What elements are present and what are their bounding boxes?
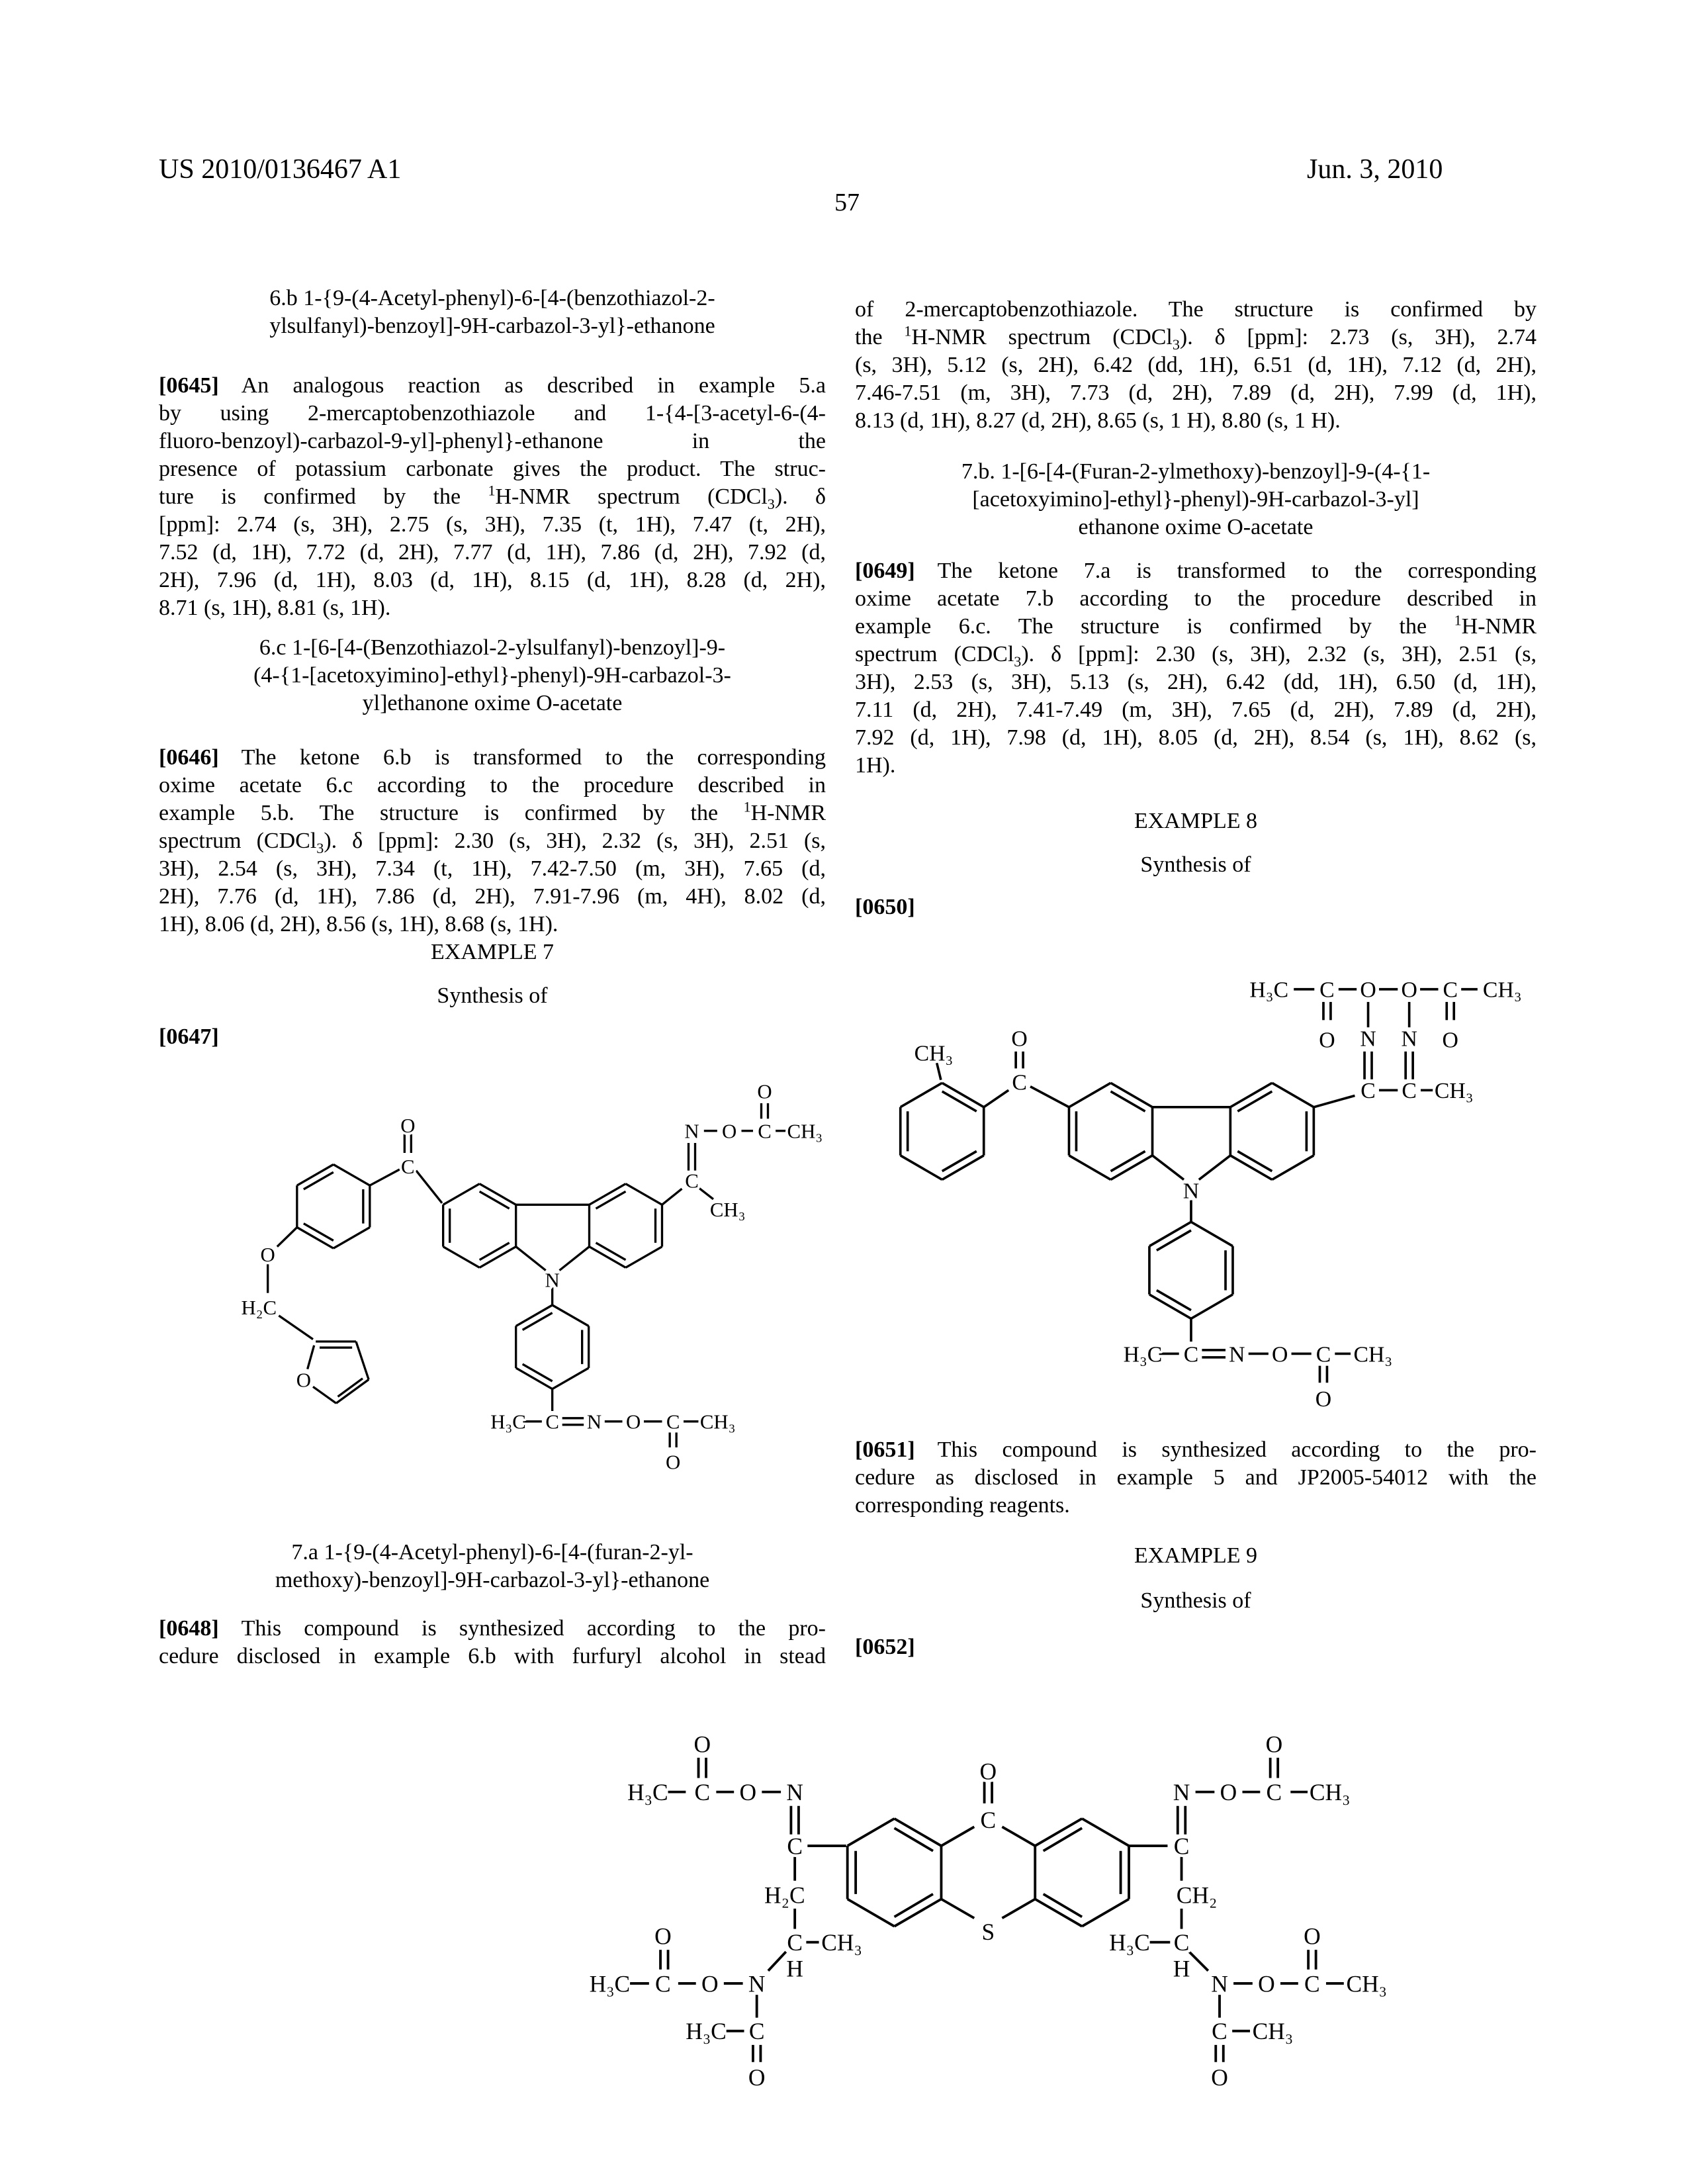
atom-label: CH₃ bbox=[1353, 1342, 1393, 1367]
bond-line bbox=[370, 1169, 400, 1185]
text-line: [0646] The ketone 6.b is transformed to the corresponding bbox=[159, 745, 826, 770]
atom-label: C bbox=[685, 1169, 699, 1193]
atom-label: H₃C bbox=[1249, 978, 1289, 1003]
text-line: 3H), 2.54 (s, 3H), 7.34 (t, 1H), 7.42-7.50 (m, 3H), 7.65 (d, bbox=[159, 856, 826, 881]
bond-line bbox=[1191, 1295, 1233, 1319]
bond-line bbox=[1199, 1156, 1230, 1180]
atom-label: O bbox=[666, 1451, 681, 1474]
bond-line bbox=[1111, 1091, 1145, 1111]
text-line: spectrum (CDCl$_3$). δ [ppm]: 2.30 (s, 3H), 2.32 (s, 3H), 2.51 (s, bbox=[855, 642, 1537, 670]
atom-label: O bbox=[400, 1115, 416, 1138]
atom-label: H bbox=[1173, 1955, 1190, 1982]
bond-line bbox=[523, 1313, 553, 1330]
text-line: ylsulfanyl)-benzoyl]-9H-carbazol-3-yl}-ethanone bbox=[269, 314, 715, 338]
bond-line bbox=[1157, 1291, 1191, 1310]
atom-label: O bbox=[1315, 1387, 1332, 1412]
atom-label: O bbox=[654, 1923, 672, 1950]
text-line: presence of potassium carbonate gives the product. The struc- bbox=[159, 457, 826, 481]
text-line: 7.46-7.51 (m, 3H), 7.73 (d, 2H), 7.89 (d, 2H), 7.99 (d, 1H), bbox=[855, 381, 1537, 405]
text-line: ture is confirmed by the $^1$H-NMR spectrum (CDCl$_3$). δ bbox=[159, 482, 826, 512]
text-line: yl]ethanone oxime O-acetate bbox=[362, 691, 623, 715]
text-line: (4-{1-[acetoxyimino]-ethyl}-phenyl)-9H-carbazol-3- bbox=[253, 663, 731, 688]
bond-line bbox=[277, 1227, 297, 1246]
example-9-title: EXAMPLE 9 bbox=[1134, 1543, 1258, 1568]
atom-label: O bbox=[739, 1779, 757, 1806]
bond-line bbox=[1191, 1222, 1233, 1246]
atom-label: CH₃ bbox=[821, 1929, 862, 1956]
bond-line bbox=[895, 1894, 933, 1917]
atom-label: C bbox=[1173, 1929, 1190, 1956]
atom-label: C bbox=[980, 1807, 997, 1834]
atom-label: O bbox=[693, 1731, 711, 1758]
text-line: 6.c 1-[6-[4-(Benzothiazol-2-ylsulfanyl)-benzoyl]-9- bbox=[259, 635, 726, 660]
atom-label: CH₃ bbox=[1346, 1970, 1388, 1997]
bond-line bbox=[596, 1243, 625, 1260]
bond-line bbox=[1069, 1156, 1110, 1180]
thioxanthone-bis-oxime-acetate-structure bbox=[586, 1711, 1416, 2091]
paragraph-tag-0650: [0650] bbox=[855, 895, 915, 919]
atom-label: C bbox=[758, 1120, 772, 1143]
bond-line bbox=[553, 1305, 589, 1326]
text-line: fluoro-benzoyl)-carbazol-9-yl]-phenyl}-ethanone in the bbox=[159, 429, 826, 453]
text-line: spectrum (CDCl$_3$). δ [ppm]: 2.30 (s, 3H), 2.32 (s, 3H), 2.51 (s, bbox=[159, 829, 826, 856]
bond-line bbox=[941, 1827, 974, 1846]
atom-label: N bbox=[1182, 1179, 1200, 1204]
bond-line bbox=[416, 1171, 442, 1203]
bond-line bbox=[553, 1368, 589, 1389]
bond-line bbox=[901, 1156, 942, 1180]
bond-line bbox=[516, 1247, 546, 1271]
atom-label: C bbox=[1315, 1342, 1331, 1367]
text-line: 7.92 (d, 1H), 7.98 (d, 1H), 8.05 (d, 2H), 8.54 (s, 1H), 8.62 (s, bbox=[855, 725, 1537, 750]
bond-line bbox=[1237, 1091, 1272, 1111]
atom-label: C bbox=[1443, 978, 1458, 1003]
atom-label: H₂C bbox=[241, 1297, 277, 1320]
text-line: [0648] This compound is synthesized according to the pro- bbox=[159, 1616, 826, 1641]
paragraph-0645 bbox=[159, 372, 826, 622]
atom-label: N bbox=[1229, 1342, 1245, 1367]
atom-label: H₃C bbox=[627, 1779, 668, 1806]
carbazole-furanylmethoxy-benzoyl-oxime-acetate-structure bbox=[171, 1060, 832, 1485]
bond-line bbox=[523, 1364, 553, 1381]
atom-label: O bbox=[1401, 978, 1417, 1003]
atom-label: O bbox=[1211, 2064, 1228, 2091]
atom-label: H₃C bbox=[1123, 1342, 1163, 1367]
bond-line bbox=[596, 1191, 625, 1208]
text-line: (s, 3H), 5.12 (s, 2H), 6.42 (dd, 1H), 6.51 (d, 1H), 7.12 (d, 2H), bbox=[855, 353, 1537, 377]
text-line: by using 2-mercaptobenzothiazole and 1-{4-[3-acetyl-6-(4- bbox=[159, 401, 826, 426]
atom-label: CH₃ bbox=[914, 1041, 954, 1066]
atom-label: C bbox=[1212, 2018, 1227, 2045]
atom-label: C bbox=[1183, 1342, 1199, 1367]
atom-label: C bbox=[694, 1779, 711, 1806]
bond-line bbox=[1002, 1899, 1035, 1919]
atom-label: H₃C bbox=[490, 1410, 526, 1433]
bond-line bbox=[334, 1164, 370, 1185]
chemical-structure-example-9 bbox=[586, 1711, 1416, 2091]
publication-date: Jun. 3, 2010 bbox=[1307, 154, 1443, 185]
example-8-title: EXAMPLE 8 bbox=[1134, 809, 1258, 833]
bond-line bbox=[625, 1184, 662, 1205]
atom-label: C bbox=[1012, 1070, 1027, 1095]
paragraph-0646 bbox=[159, 744, 826, 938]
bond-line bbox=[336, 1379, 369, 1403]
chemical-structure-example-8 bbox=[864, 932, 1595, 1416]
paragraph-0648 bbox=[159, 1615, 826, 1670]
bond-line bbox=[1237, 1151, 1272, 1171]
bond-line bbox=[313, 1387, 336, 1403]
text-line: 8.13 (d, 1H), 8.27 (d, 2H), 8.65 (s, 1 H), 8.80 (s, 1 H). bbox=[855, 408, 1341, 433]
atom-label: C bbox=[1173, 1833, 1190, 1860]
bond-line bbox=[768, 1952, 786, 1971]
bond-line bbox=[625, 1247, 662, 1268]
atom-label: O bbox=[1442, 1028, 1458, 1053]
bond-line bbox=[304, 1172, 334, 1189]
bond-line bbox=[1082, 1899, 1129, 1927]
page-number: 57 bbox=[834, 189, 860, 216]
text-line: ethanone oxime O-acetate bbox=[1078, 515, 1314, 539]
bond-line bbox=[279, 1316, 313, 1340]
text-line: oxime acetate 7.b according to the procedure described in bbox=[855, 586, 1537, 611]
bond-line bbox=[1272, 1083, 1314, 1107]
bond-line bbox=[895, 1828, 933, 1850]
atom-label: O bbox=[1319, 1028, 1335, 1053]
bond-line bbox=[304, 1224, 334, 1241]
atom-label: O bbox=[1258, 1970, 1275, 1997]
bond-line bbox=[1002, 1827, 1035, 1846]
atom-label: N bbox=[545, 1269, 560, 1292]
atom-label: CH₂ bbox=[1176, 1882, 1218, 1909]
bond-line bbox=[308, 1345, 314, 1369]
bond-line bbox=[941, 1899, 974, 1919]
text-line: 1H). bbox=[855, 753, 896, 778]
paragraph-tag-0652: [0652] bbox=[855, 1635, 915, 1659]
atom-label: O bbox=[1011, 1026, 1028, 1052]
paragraph-0649 bbox=[855, 557, 1537, 780]
bond-line bbox=[443, 1184, 480, 1205]
atom-label: O bbox=[1265, 1731, 1283, 1758]
example-9-subtitle: Synthesis of bbox=[1140, 1588, 1251, 1613]
atom-label: C bbox=[545, 1410, 559, 1433]
text-line: 7.b. 1-[6-[4-(Furan-2-ylmethoxy)-benzoyl]-9-(4-{1- bbox=[961, 459, 1431, 484]
text-line: cedure as disclosed in example 5 and JP2005-54012 with the bbox=[855, 1465, 1537, 1490]
text-line: [0649] The ketone 7.a is transformed to the corresponding bbox=[855, 559, 1537, 583]
text-line: 7.11 (d, 2H), 7.41-7.49 (m, 3H), 7.65 (d, 2H), 7.89 (d, 2H), bbox=[855, 698, 1537, 722]
atom-label: H₃C bbox=[1109, 1929, 1150, 1956]
paragraph-tag-0647: [0647] bbox=[159, 1024, 219, 1049]
bond-line bbox=[1272, 1156, 1314, 1180]
atom-label: O bbox=[296, 1369, 311, 1392]
atom-label: CH₃ bbox=[1482, 978, 1522, 1003]
atom-label: C bbox=[1266, 1779, 1282, 1806]
text-line: example 6.c. The structure is confirmed by the $^1$H-NMR bbox=[855, 612, 1537, 639]
text-line: 1H), 8.06 (d, 2H), 8.56 (s, 1H), 8.68 (s, 1H). bbox=[159, 912, 558, 936]
heading-6b bbox=[159, 285, 826, 340]
atom-label: O bbox=[757, 1080, 772, 1103]
atom-label: N bbox=[748, 1970, 766, 1997]
atom-label: C bbox=[787, 1833, 803, 1860]
example-7-title: EXAMPLE 7 bbox=[430, 940, 555, 964]
atom-label: C bbox=[655, 1970, 671, 1997]
atom-label: C bbox=[748, 2018, 765, 2045]
example-8-subtitle: Synthesis of bbox=[1140, 852, 1251, 877]
bond-line bbox=[698, 1187, 713, 1199]
bond-line bbox=[848, 1819, 895, 1846]
atom-label: H₃C bbox=[589, 1970, 631, 1997]
heading-7b bbox=[855, 458, 1537, 541]
atom-label: O bbox=[748, 2064, 766, 2091]
atom-label: O bbox=[260, 1244, 275, 1267]
text-line: methoxy)-benzoyl]-9H-carbazol-3-yl}-ethanone bbox=[275, 1568, 710, 1592]
atom-label: C bbox=[1402, 1079, 1417, 1104]
chemical-structure-example-7 bbox=[171, 1060, 832, 1485]
bond-line bbox=[1189, 1952, 1208, 1971]
atom-label: O bbox=[722, 1120, 737, 1143]
paragraph-0651 bbox=[855, 1436, 1537, 1520]
text-line: 8.71 (s, 1H), 8.81 (s, 1H). bbox=[159, 596, 391, 620]
text-line: the $^1$H-NMR spectrum (CDCl$_3$). δ [ppm]: 2.73 (s, 3H), 2.74 bbox=[855, 322, 1537, 353]
text-line: [ppm]: 2.74 (s, 3H), 2.75 (s, 3H), 7.35 (t, 1H), 7.47 (t, 2H), bbox=[159, 512, 826, 537]
atom-label: CH₃ bbox=[1434, 1079, 1474, 1104]
text-line: 6.b 1-{9-(4-Acetyl-phenyl)-6-[4-(benzothiazol-2- bbox=[269, 286, 715, 310]
heading-6c bbox=[159, 634, 826, 717]
atom-label: CH₃ bbox=[1309, 1779, 1351, 1806]
paragraph-0648-continued bbox=[855, 296, 1537, 435]
bond-line bbox=[942, 1091, 977, 1111]
atom-label: N bbox=[684, 1120, 699, 1143]
bond-line bbox=[1314, 1095, 1355, 1107]
atom-label: N bbox=[586, 1410, 602, 1433]
atom-label: O bbox=[701, 1970, 719, 1997]
bond-line bbox=[559, 1247, 589, 1271]
bond-line bbox=[1082, 1819, 1129, 1846]
atom-label: O bbox=[1360, 978, 1376, 1003]
text-line: [0645] An analogous reaction as described in example 5.a bbox=[159, 373, 826, 398]
text-line: [0651] This compound is synthesized according to the pro- bbox=[855, 1437, 1537, 1462]
atom-label: O bbox=[1220, 1779, 1237, 1806]
atom-label: CH₃ bbox=[787, 1120, 823, 1143]
atom-label: C bbox=[1360, 1079, 1376, 1104]
atom-label: H₂C bbox=[764, 1882, 805, 1909]
atom-label: O bbox=[979, 1758, 997, 1785]
heading-7a bbox=[159, 1539, 826, 1594]
text-line: 7.a 1-{9-(4-Acetyl-phenyl)-6-[4-(furan-2-yl- bbox=[291, 1540, 693, 1565]
bond-line bbox=[480, 1243, 510, 1260]
bond-line bbox=[662, 1189, 682, 1205]
bond-line bbox=[1157, 1230, 1191, 1250]
atom-label: CH₃ bbox=[1252, 2018, 1294, 2045]
atom-label: C bbox=[666, 1410, 680, 1433]
text-line: corresponding reagents. bbox=[855, 1493, 1070, 1518]
atom-label: H₃C bbox=[686, 2018, 727, 2045]
atom-label: O bbox=[1272, 1342, 1288, 1367]
atom-label: N bbox=[1211, 1970, 1228, 1997]
bond-line bbox=[1044, 1828, 1082, 1850]
bond-line bbox=[443, 1247, 480, 1268]
bond-line bbox=[334, 1227, 370, 1248]
atom-label: C bbox=[1304, 1970, 1320, 1997]
atom-label: S bbox=[981, 1918, 995, 1945]
text-line: 7.52 (d, 1H), 7.72 (d, 2H), 7.77 (d, 1H), 7.86 (d, 2H), 7.92 (d, bbox=[159, 540, 826, 565]
text-line: 2H), 7.76 (d, 1H), 7.86 (d, 2H), 7.91-7.96 (m, 4H), 8.02 (d, bbox=[159, 884, 826, 909]
example-7-subtitle: Synthesis of bbox=[437, 983, 548, 1008]
atom-label: N bbox=[786, 1779, 803, 1806]
bond-line bbox=[848, 1899, 895, 1927]
atom-label: CH₃ bbox=[699, 1410, 736, 1433]
atom-label: O bbox=[1304, 1923, 1321, 1950]
text-line: 2H), 7.96 (d, 1H), 8.03 (d, 1H), 8.15 (d, 1H), 8.28 (d, 2H), bbox=[159, 568, 826, 592]
bond-line bbox=[1030, 1087, 1069, 1107]
atom-label: N bbox=[1360, 1026, 1376, 1052]
bond-line bbox=[1153, 1156, 1184, 1180]
bond-line bbox=[901, 1083, 942, 1107]
atom-label: CH₃ bbox=[709, 1198, 746, 1221]
bond-line bbox=[1044, 1894, 1082, 1917]
text-line: example 5.b. The structure is confirmed by the $^1$H-NMR bbox=[159, 798, 826, 825]
bond-line bbox=[942, 1151, 977, 1171]
atom-label: C bbox=[787, 1929, 803, 1956]
patent-number: US 2010/0136467 A1 bbox=[159, 154, 402, 185]
text-line: [acetoxyimino]-ethyl}-phenyl)-9H-carbazol-3-yl] bbox=[972, 487, 1419, 512]
bond-line bbox=[1069, 1083, 1110, 1107]
atom-label: N bbox=[1401, 1026, 1417, 1052]
text-line: oxime acetate 6.c according to the procedure described in bbox=[159, 773, 826, 797]
atom-label: C bbox=[401, 1155, 415, 1178]
text-line: cedure disclosed in example 6.b with furfuryl alcohol in stead bbox=[159, 1644, 826, 1668]
bond-line bbox=[480, 1191, 510, 1208]
bond-line bbox=[356, 1342, 369, 1379]
atom-label: N bbox=[1173, 1779, 1190, 1806]
carbazole-methylbenzoyl-bis-oxime-acetate-structure bbox=[864, 932, 1595, 1416]
atom-label: O bbox=[626, 1410, 641, 1433]
atom-label: C bbox=[1319, 978, 1335, 1003]
text-line: of 2-mercaptobenzothiazole. The structure is confirmed by bbox=[855, 297, 1537, 322]
text-line: 3H), 2.53 (s, 3H), 5.13 (s, 2H), 6.42 (dd, 1H), 6.50 (d, 1H), bbox=[855, 670, 1537, 694]
bond-line bbox=[984, 1090, 1008, 1107]
bond-line bbox=[1111, 1151, 1145, 1171]
atom-label: H bbox=[786, 1955, 803, 1982]
